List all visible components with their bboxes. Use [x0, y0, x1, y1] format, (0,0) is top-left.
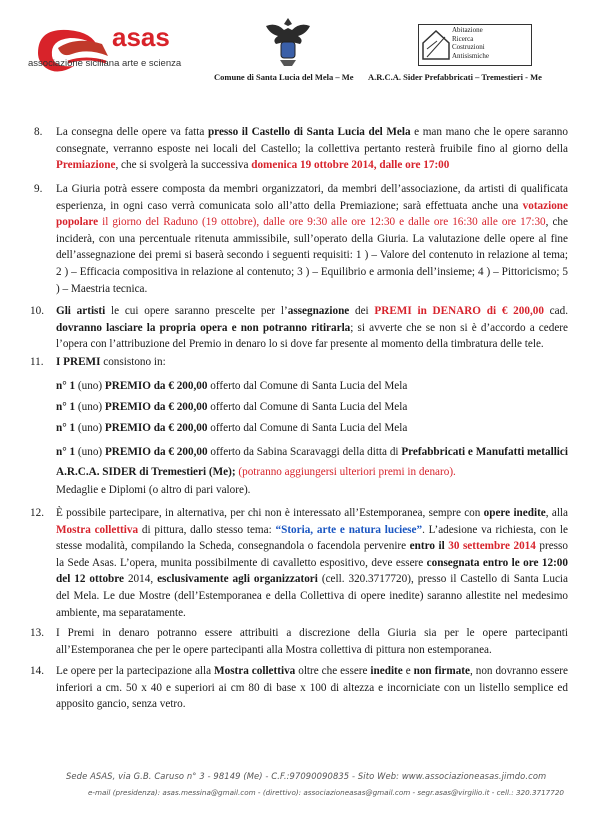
paragraph-14: Le opere per la partecipazione alla Mostra collettiva oltre che essere inedite e non firmate, non dovranno essere inferiori a cm. 50 x 40 e superiori ai cm 80 di base x 100 di altezza e incorniciate con un listello semplice ed apposito gancio, senza vetro. [56, 665, 568, 711]
arca-logo-text: Abitazione Ricerca Costruzioni Antisismiche [452, 26, 489, 60]
paragraph-8: La consegna delle opere va fatta presso il Castello di Santa Lucia del Mela e man mano che le opere saranno consegnate, verranno esposte nei locali del Castello; la collettiva pertanto resterà fruibile fino al giorno della Premiazione, che si svolgerà la successiva domenica 19 ottobre 2014, dalle ore 17:00 [56, 126, 568, 172]
item-number: 9. [34, 183, 43, 195]
prize-line-3: n° 1 (uno) PREMIO da € 200,00 offerto dal Comune di Santa Lucia del Mela [56, 422, 408, 434]
footer-address: Sede ASAS, via G.B. Caruso n° 3 - 98149 (Me) - C.F.:97090090835 - Sito Web: www.associazioneasas.jimdo.com [66, 771, 547, 781]
prize-line-2: n° 1 (uno) PREMIO da € 200,00 offerto dal Comune di Santa Lucia del Mela [56, 401, 408, 413]
eagle-crest-icon [262, 12, 314, 68]
arca-caption: A.R.C.A. Sider Prefabbricati – Tremestieri - Me [368, 72, 542, 82]
asas-subtitle: associazione siciliana arte e scienza [28, 58, 182, 69]
paragraph-9: La Giuria potrà essere composta da membri organizzatori, da membri dell’associazione, da artisti di qualificata esperienza, in ogni caso verrà comunicata solo all’atto della Premiazione; sarà effettuata anche una votazione popolare il giorno del Raduno (19 ottobre), dalle ore 9:30 alle ore 12:30 e dalle ore 16:30 alle ore 17:30, che inciderà, con una percentuale ritenuta ammissibile, sull’operato della Giuria. La valutazione delle opere al fine dell’assegnazione dei premi si baserà secondo i seguenti requisiti: 1 ) – Valore del contenuto in relazione al tema; 2 ) – Efficacia compositiva in relazione al contenuto; 3 ) – Equilibrio e armonia dell’insieme; 4 ) – Pittoricismo; 5 ) – Maestria tecnica. [56, 183, 568, 295]
item-number: 13. [30, 627, 44, 639]
item-number: 14. [30, 665, 44, 677]
item-number: 8. [34, 126, 43, 138]
paragraph-13: I Premi in denaro potranno essere attribuiti a discrezione della Giuria sia per le opere partecipanti all’Estemporanea che per le opere partecipanti alla Mostra collettiva di pittura non estemporanea. [56, 627, 568, 656]
paragraph-12: È possibile partecipare, in alternativa, per chi non è interessato all’Estemporanea, sempre con opere inedite, alla Mostra collettiva di pittura, dallo stesso tema: “Storia, arte e natura luciese”. L’adesione va richiesta, con le stesse modalità, compilando la Scheda, consegnandola o facendola pervenire entro il 30 settembre 2014 presso la Sede Asas. L’opera, munita possibilmente di cavalletto espositivo, deve essere consegnata entro le ore 12:00 del 12 ottobre 2014, esclusivamente agli organizzatori (cell. 320.3717720), presso il Castello di Santa Lucia del Mela. Le due Mostre (dell’Estemporanea e della Collettiva di opere inedite) saranno allestite nel medesimo ambiente, ma separatamente. [56, 507, 569, 619]
item-number: 10. [30, 305, 44, 317]
prize-line-4: n° 1 (uno) PREMIO da € 200,00 offerto da Sabina Scaravaggi della ditta di Prefabbricati e Manufatti metallici A.R.C.A. SIDER di Tremestieri (Me); (potranno aggiungersi ulteriori premi in denaro). [56, 446, 568, 478]
footer-contacts: e-mail (presidenza): asas.messina@gmail.com - (direttivo): associazioneasas@gmail.com - segr.asas@virgilio.it - cell.: 320.3717720 [88, 788, 564, 797]
house-icon [421, 27, 451, 61]
comune-caption: Comune di Santa Lucia del Mela – Me [214, 72, 354, 82]
paragraph-11-intro: I PREMI consistono in: [56, 356, 166, 368]
prize-line-1: n° 1 (uno) PREMIO da € 200,00 offerto dal Comune di Santa Lucia del Mela [56, 380, 408, 392]
item-number: 11. [30, 356, 44, 368]
medals-line: Medaglie e Diplomi (o altro di pari valore). [56, 484, 251, 496]
letterhead [0, 0, 600, 100]
asas-wordmark: asas [112, 22, 170, 52]
paragraph-10: Gli artisti le cui opere saranno prescelte per l’assegnazione dei PREMI in DENARO di € 200,00 cad. dovranno lasciare la propria opera e non potranno ritirarla; si avverte che se non si è d’accordo a cedere l’opera con l’attribuzione del Premio in denaro lo si dove far presente al momento della timbratura delle tele. [56, 305, 569, 351]
item-number: 12. [30, 507, 44, 519]
